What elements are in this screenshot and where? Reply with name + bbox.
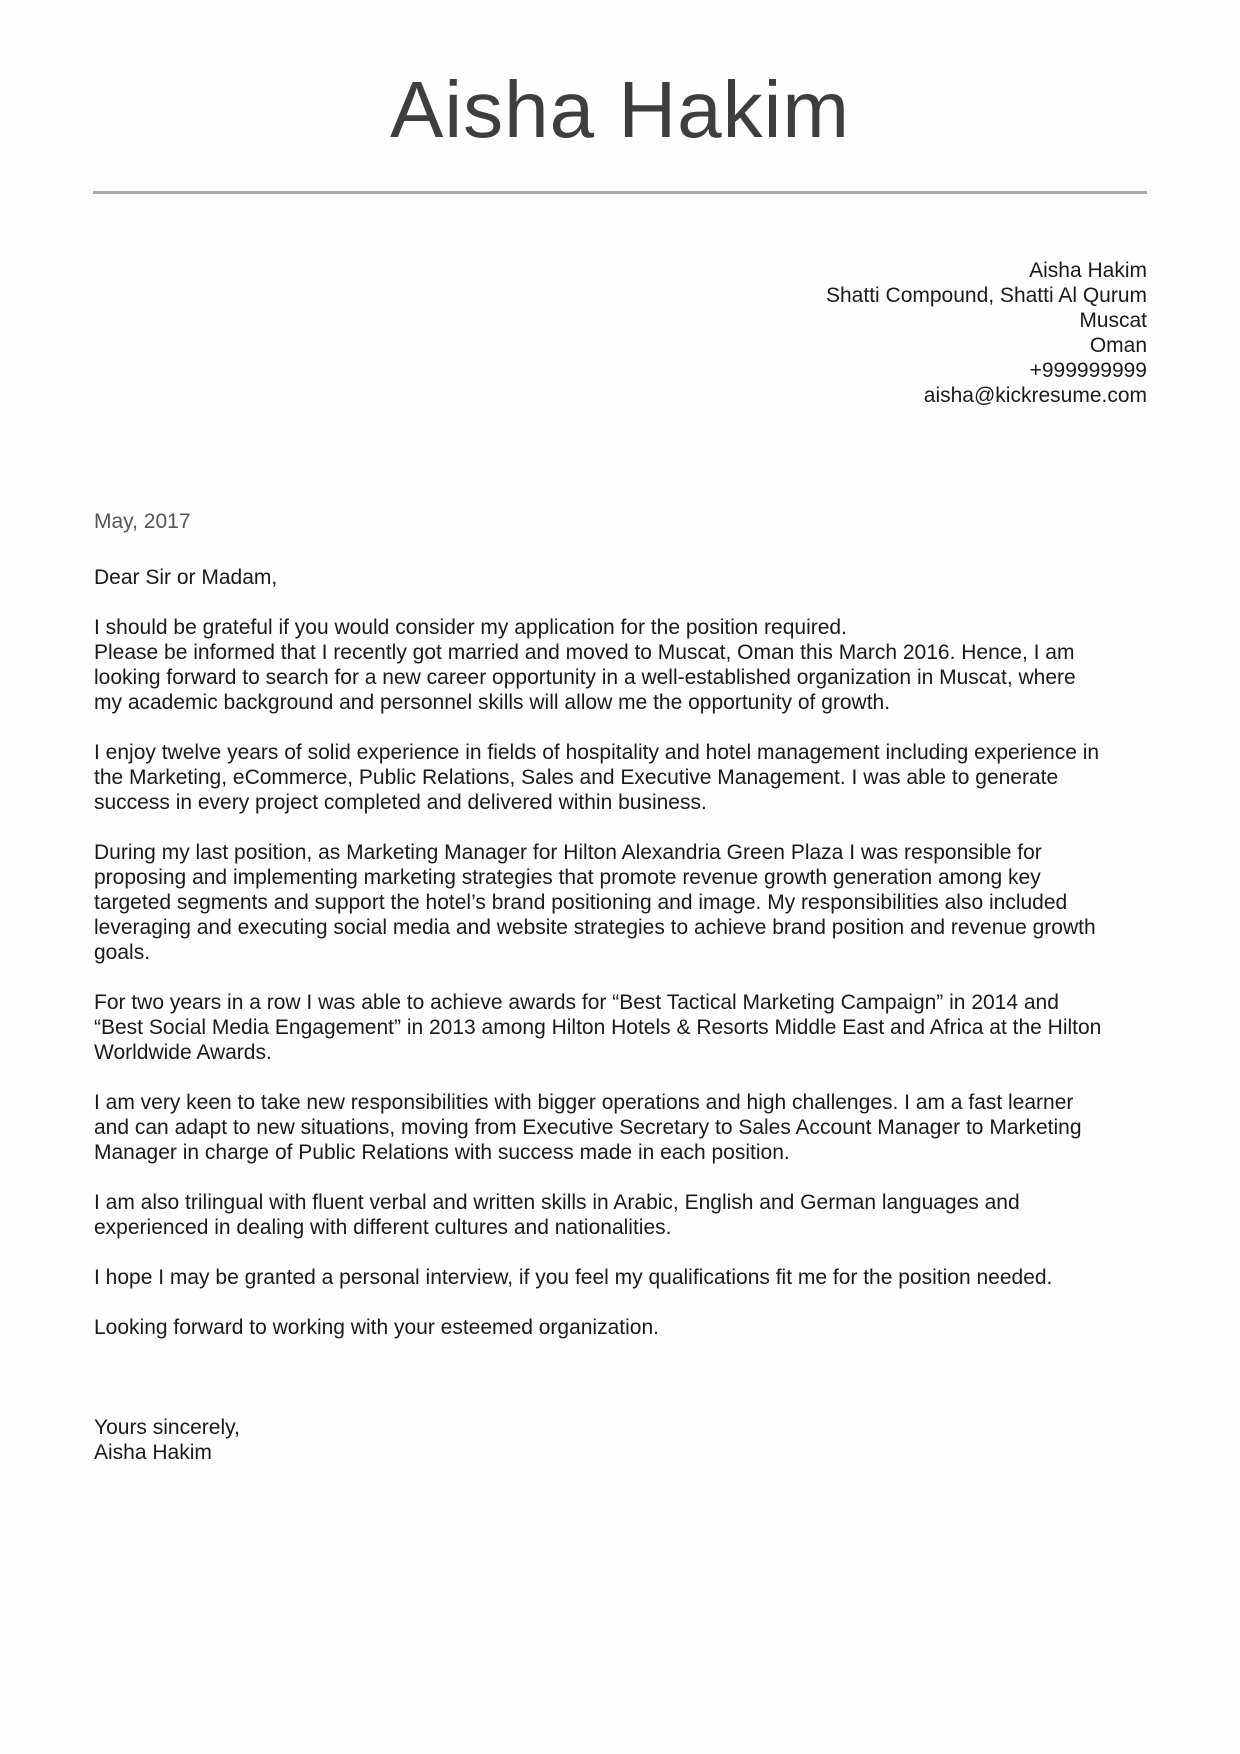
sender-email: aisha@kickresume.com [923, 384, 1147, 407]
paragraph-line: and can adapt to new situations, moving from Executive Secretary to Sales Account Manager to Marketing [94, 1116, 1082, 1139]
sender-city: Muscat [1079, 309, 1147, 332]
body-paragraph [94, 1190, 1154, 1240]
body-paragraph [94, 1315, 1154, 1340]
letter-body [94, 615, 1154, 1365]
header-divider [93, 191, 1147, 194]
paragraph-line: Manager in charge of Public Relations with success made in each position. [94, 1141, 790, 1164]
sender-street: Shatti Compound, Shatti Al Qurum [826, 284, 1147, 307]
body-paragraph [94, 840, 1154, 965]
paragraph-line: I am also trilingual with fluent verbal and written skills in Arabic, English and German languages and [94, 1191, 1020, 1214]
paragraph-line: looking forward to search for a new career opportunity in a well-established organization in Muscat, where [94, 666, 1076, 689]
body-paragraph [94, 990, 1154, 1065]
paragraph-line: I am very keen to take new responsibilities with bigger operations and high challenges. I am a fast learner [94, 1091, 1074, 1114]
body-paragraph [94, 615, 1154, 715]
sender-phone: +999999999 [1029, 359, 1147, 382]
sender-address-block [547, 258, 1147, 408]
page-title: Aisha Hakim [389, 65, 851, 154]
signature-name: Aisha Hakim [94, 1441, 212, 1464]
paragraph-line: Please be informed that I recently got married and moved to Muscat, Oman this March 2016. Hence, I am [94, 641, 1075, 664]
closing-phrase: Yours sincerely, [94, 1416, 240, 1439]
sender-country: Oman [1089, 334, 1147, 357]
paragraph-line: “Best Social Media Engagement” in 2013 among Hilton Hotels & Resorts Middle East and Africa at the Hilton [94, 1016, 1102, 1039]
body-paragraph [94, 1090, 1154, 1165]
paragraph-line: I should be grateful if you would consider my application for the position required. [94, 616, 847, 639]
paragraph-line: experienced in dealing with different cultures and nationalities. [94, 1216, 672, 1239]
paragraph-line: success in every project completed and delivered within business. [94, 791, 707, 814]
paragraph-line: During my last position, as Marketing Manager for Hilton Alexandria Green Plaza I was responsible for [94, 841, 1042, 864]
paragraph-line: Looking forward to working with your esteemed organization. [94, 1316, 659, 1339]
paragraph-line: targeted segments and support the hotel’s brand positioning and image. My responsibilities also included [94, 891, 1068, 914]
paragraph-line: For two years in a row I was able to achieve awards for “Best Tactical Marketing Campaign” in 2014 and [94, 991, 1059, 1014]
paragraph-line: goals. [94, 941, 151, 964]
paragraph-line: I hope I may be granted a personal interview, if you feel my qualifications fit me for the position needed. [94, 1266, 1053, 1289]
paragraph-line: the Marketing, eCommerce, Public Relations, Sales and Executive Management. I was able to generate [94, 766, 1059, 789]
body-paragraph [94, 740, 1154, 815]
closing-block [94, 1415, 240, 1465]
letter-date: May, 2017 [94, 510, 191, 533]
paragraph-line: Worldwide Awards. [94, 1041, 272, 1064]
paragraph-line: leveraging and executing social media and website strategies to achieve brand position and revenue growth [94, 916, 1096, 939]
sender-name: Aisha Hakim [1029, 259, 1147, 282]
body-paragraph [94, 1265, 1154, 1290]
paragraph-line: proposing and implementing marketing strategies that promote revenue growth generation among key [94, 866, 1041, 889]
salutation: Dear Sir or Madam, [94, 566, 278, 589]
paragraph-line: my academic background and personnel skills will allow me the opportunity of growth. [94, 691, 891, 714]
paragraph-line: I enjoy twelve years of solid experience in fields of hospitality and hotel management including experience in [94, 741, 1100, 764]
